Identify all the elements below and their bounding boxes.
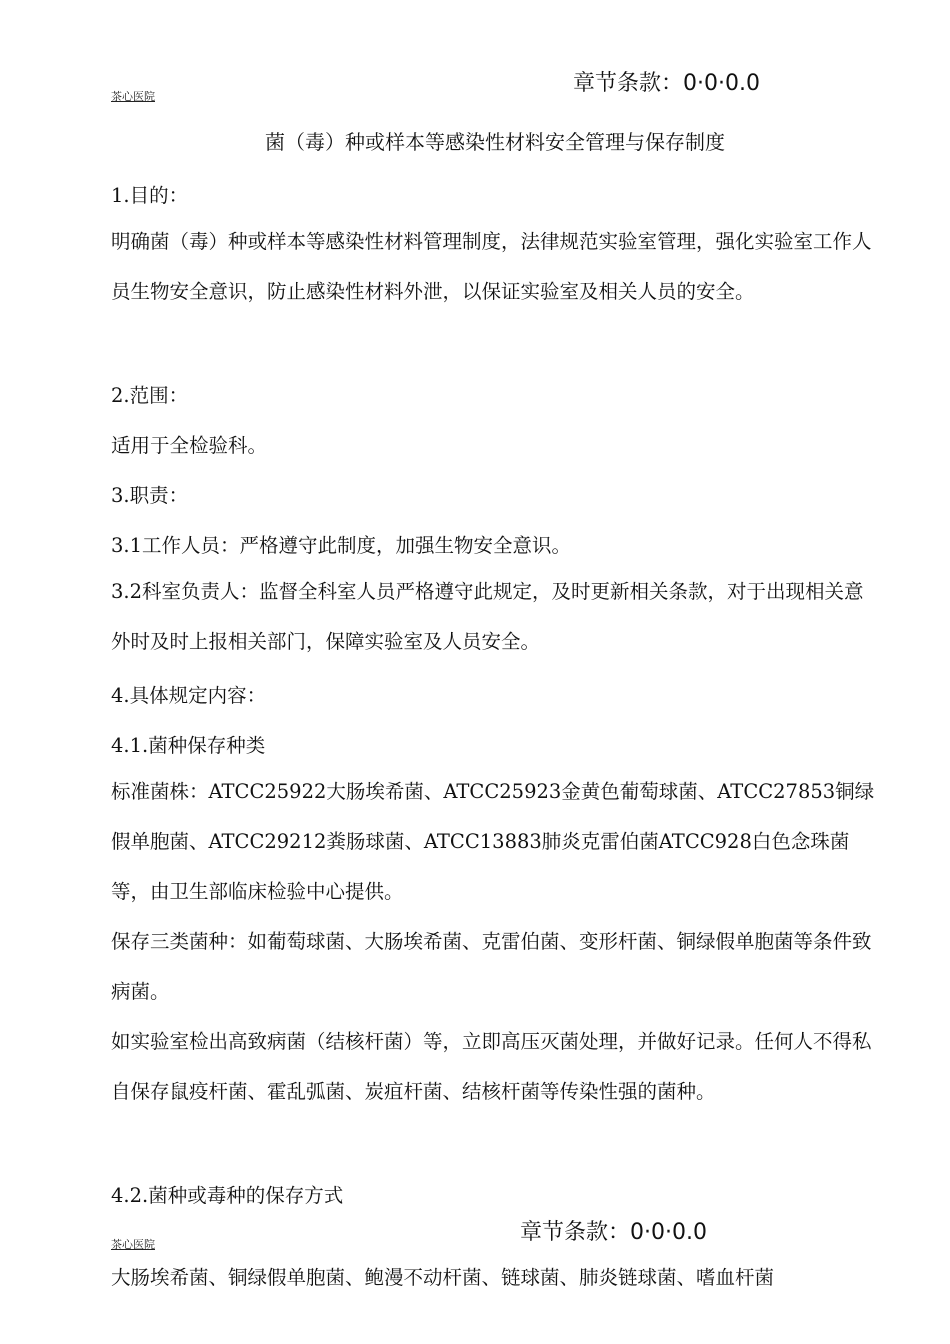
section-3-1-text: 3.1工作人员：严格遵守此制度，加强生物安全意识。: [111, 534, 572, 557]
section-3-2-text: 3.2科室负责人：监督全科室人员严格遵守此规定，及时更新相关条款，对于出现相关意外时及时上报相关部门，保障实验室及人员安全。: [111, 580, 864, 653]
section-4-heading: 4.具体规定内容：: [111, 684, 267, 707]
standard-strains-text: 标准菌株：ATCC25922大肠埃希菌、ATCC25923金黄色葡萄球菌、ATCC27853铜绿假单胞菌、ATCC29212粪肠球菌、ATCC13883肺炎克雷伯菌ATCC928白色念珠菌等，由卫生部临床检验中心提供。: [111, 780, 875, 903]
section-2-heading: 2.范围：: [111, 384, 189, 407]
section-3-heading: 3.职责：: [111, 484, 189, 507]
section-4-2-heading: 4.2.菌种或毒种的保存方式: [111, 1184, 344, 1207]
section-2-text: 适用于全检验科。: [111, 434, 268, 457]
section-1-text: 明确菌（毒）种或样本等感染性材料管理制度，法律规范实验室管理，强化实验室工作人员生物安全意识，防止感染性材料外泄，以保证实验室及相关人员的安全。: [111, 230, 872, 303]
header-clause-number: 章节条款：0·0·0.0: [573, 71, 760, 96]
document-title: 菌（毒）种或样本等感染性材料安全管理与保存制度: [265, 130, 725, 154]
continued-text: 大肠埃希菌、铜绿假单胞菌、鲍漫不动杆菌、链球菌、肺炎链球菌、嗜血杆菌: [111, 1266, 775, 1289]
section-1-heading: 1.目的：: [111, 184, 189, 207]
header-hospital-name: 茶心医院: [111, 90, 155, 103]
section-4-1-heading: 4.1.菌种保存种类: [111, 734, 266, 757]
footer-clause-number: 章节条款：0·0·0.0: [520, 1220, 707, 1245]
high-pathogen-text: 如实验室检出高致病菌（结核杆菌）等，立即高压灭菌处理，并做好记录。任何人不得私自保存鼠疫杆菌、霍乱弧菌、炭疽杆菌、结核杆菌等传染性强的菌种。: [111, 1030, 872, 1103]
kept-strains-text: 保存三类菌种：如葡萄球菌、大肠埃希菌、克雷伯菌、变形杆菌、铜绿假单胞菌等条件致病菌。: [111, 930, 872, 1003]
footer-hospital-name: 茶心医院: [111, 1238, 155, 1251]
